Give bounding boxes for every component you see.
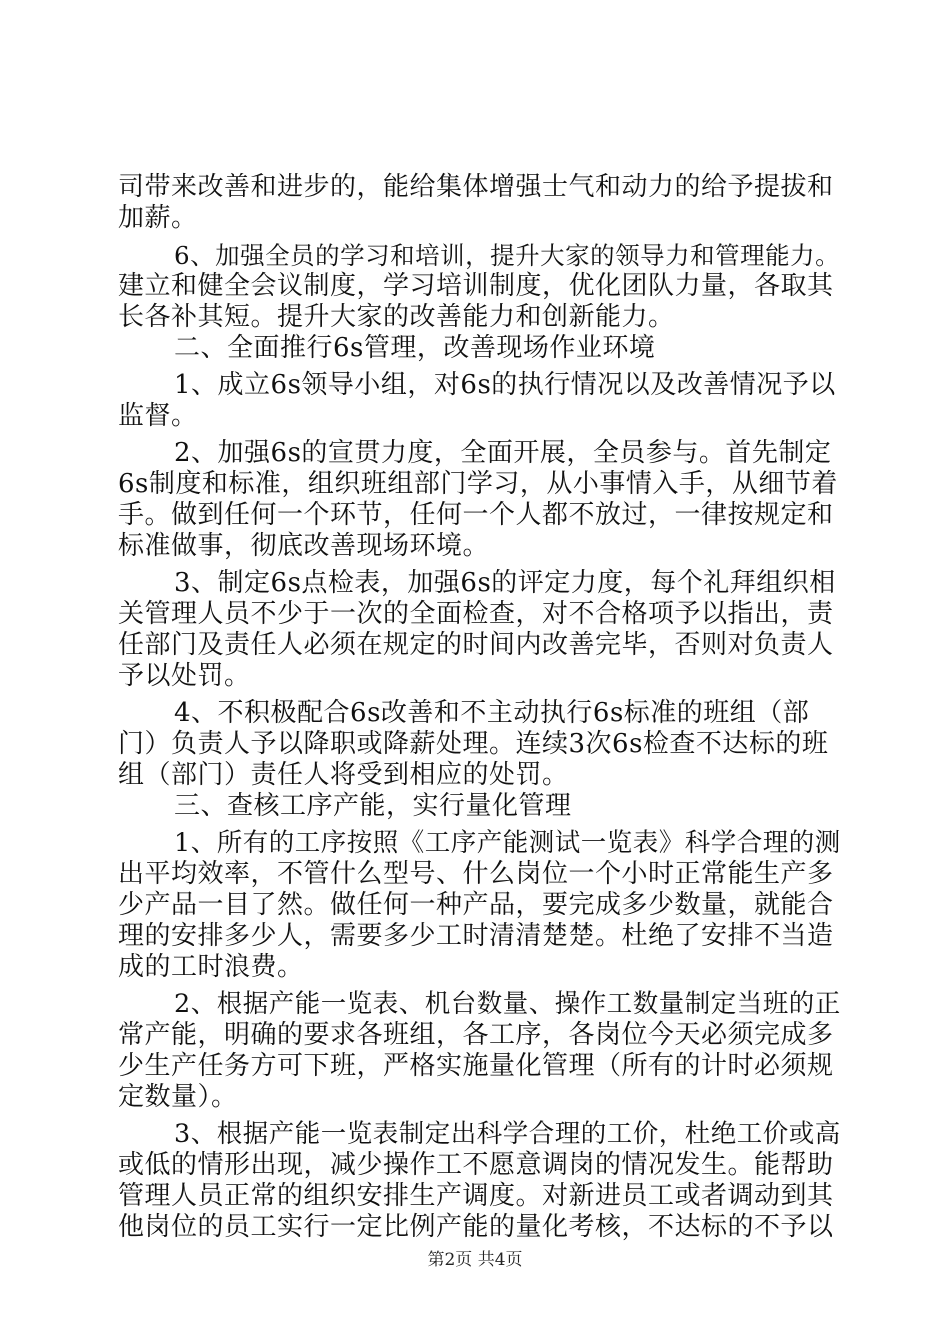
text-line: 二、全面推行6s管理，改善现场作业环境: [174, 333, 656, 363]
text-line: 2、加强6s的宣贯力度，全面开展，全员参与。首先制定: [174, 438, 832, 468]
text-line: 门）负责人予以降职或降薪处理。连续3次6s检查不达标的班: [118, 729, 829, 759]
text-line: 理的安排多少人，需要多少工时清清楚楚。杜绝了安排不当造: [118, 921, 834, 951]
text-line: 关管理人员不少于一次的全面检查，对不合格项予以指出，责: [118, 599, 834, 629]
text-line: 2、根据产能一览表、机台数量、操作工数量制定当班的正: [174, 989, 841, 1019]
text-line: 6、加强全员的学习和培训，提升大家的领导力和管理能力。: [174, 241, 841, 270]
text-line: 少产品一目了然。做任何一种产品，要完成多少数量，就能合: [118, 890, 834, 920]
text-line: 3、根据产能一览表制定出科学合理的工价，杜绝工价或高: [174, 1119, 841, 1149]
text-line: 6s制度和标准，组织班组部门学习，从小事情入手，从细节着: [118, 469, 838, 499]
text-line: 出平均效率，不管什么型号、什么岗位一个小时正常能生产多: [118, 859, 834, 889]
text-line: 加薪。: [118, 203, 198, 233]
text-line: 3、制定6s点检表，加强6s的评定力度，每个礼拜组织相: [174, 568, 836, 598]
text-line: 少生产任务方可下班，严格实施量化管理（所有的计时必须规: [118, 1051, 834, 1081]
text-line: 建立和健全会议制度，学习培训制度，优化团队力量，各取其: [118, 271, 834, 301]
text-line: 司带来改善和进步的，能给集体增强士气和动力的给予提拔和: [118, 172, 834, 202]
text-line: 予以处罚。: [118, 661, 251, 691]
text-line: 定数量）。: [118, 1082, 238, 1112]
text-line: 他岗位的员工实行一定比例产能的量化考核，不达标的不予以: [118, 1212, 834, 1242]
text-line: 或低的情形出现，减少操作工不愿意调岗的情况发生。能帮助: [118, 1150, 834, 1180]
text-line: 4、不积极配合6s改善和不主动执行6s标准的班组（部: [174, 698, 810, 728]
text-line: 三、查核工序产能，实行量化管理: [174, 791, 572, 821]
text-line: 成的工时浪费。: [118, 952, 304, 982]
text-line: 任部门及责任人必须在规定的时间内改善完毕，否则对负责人: [118, 630, 834, 660]
document-body: [118, 172, 841, 1243]
text-line: 1、所有的工序按照《工序产能测试一览表》科学合理的测: [174, 828, 841, 858]
text-line: 常产能，明确的要求各班组，各工序，各岗位今天必须完成多: [118, 1020, 834, 1050]
page-number-footer: 第2页 共4页: [427, 1250, 523, 1270]
text-line: 组（部门）责任人将受到相应的处罚。: [118, 760, 569, 790]
text-line: 标准做事，彻底改善现场环境。: [118, 531, 490, 561]
text-line: 1、成立6s领导小组，对6s的执行情况以及改善情况予以: [174, 370, 836, 400]
text-line: 监督。: [118, 401, 198, 431]
text-line: 管理人员正常的组织安排生产调度。对新进员工或者调动到其: [118, 1181, 834, 1211]
text-line: 手。做到任何一个环节，任何一个人都不放过，一律按规定和: [118, 500, 834, 530]
text-line: 长各补其短。提升大家的改善能力和创新能力。: [118, 302, 675, 332]
